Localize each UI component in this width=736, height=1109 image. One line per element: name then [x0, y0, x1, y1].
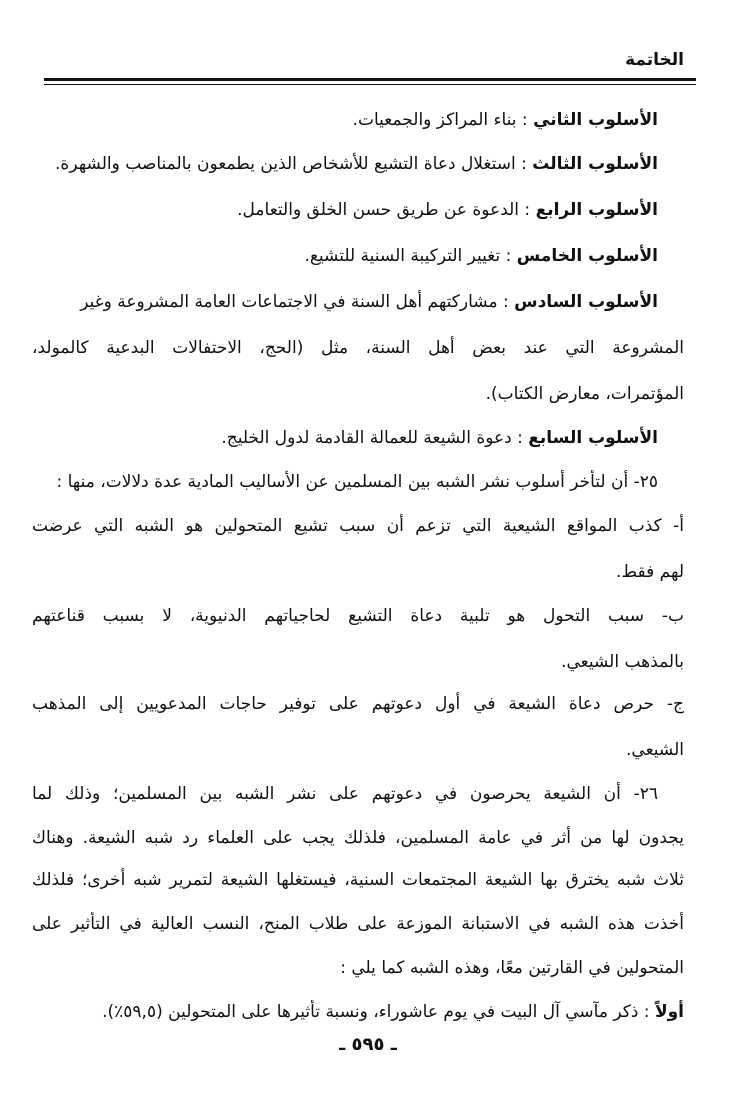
line-rest: : بناء المراكز والجمعيات.: [352, 110, 528, 130]
line-lead: الأسلوب الرابع: [535, 200, 658, 220]
text-line: أخذت هذه الشبه في الاستبانة الموزعة على طلاب المنح، النسب العالية في التأثير على: [32, 914, 684, 934]
line-lead: الأسلوب الثالث: [532, 154, 658, 174]
text-line: [32, 198, 658, 222]
line-lead: الأسلوب السابع: [528, 428, 658, 448]
line-lead: أولاً: [654, 1002, 684, 1022]
text-line: المؤتمرات، معارض الكتاب).: [485, 384, 684, 404]
text-line: [32, 426, 658, 450]
line-rest: : مشاركتهم أهل السنة في الاجتماعات العامة المشروعة وغير: [80, 292, 509, 312]
text-line: ثلاث شبه يخترق بها الشيعة المجتمعات السنية، فيستغلها الشيعة لتمرير شبه أخرى؛ فلذلك: [32, 870, 684, 890]
line-lead: الأسلوب الثاني: [533, 110, 658, 130]
text-line: بالمذهب الشيعي.: [561, 652, 684, 672]
text-line: المتحولين في القارتين معًا، وهذه الشبه كما يلي :: [340, 958, 684, 978]
header-rule-thick: [44, 78, 696, 81]
page-header-title: الخاتمة: [625, 50, 684, 70]
text-line: ٢٦- أن الشيعة يحرصون في دعوتهم على نشر الشبه بين المسلمين؛ وذلك لما: [32, 784, 658, 804]
text-line: المشروعة التي عند بعض أهل السنة، مثل (الحج، الاحتفالات البدعية كالمولد،: [32, 338, 684, 358]
line-rest: : استغلال دعاة التشيع للأشخاص الذين يطمعون بالمناصب والشهرة.: [55, 154, 527, 174]
text-line: أ- كذب المواقع الشيعية التي تزعم أن سبب تشيع المتحولين هو الشبه التي عرضت: [32, 516, 684, 536]
text-line: ب- سبب التحول هو تلبية دعاة التشيع لحاجياتهم الدنيوية، لا بسبب قناعتهم: [32, 606, 684, 626]
text-line: لهم فقط.: [616, 562, 684, 582]
text-line: [32, 1000, 684, 1024]
line-rest: : ذكر مآسي آل البيت في يوم عاشوراء، ونسبة تأثيرها على المتحولين (٥٩,٥٪).: [102, 1002, 650, 1022]
text-line: يجدون لها من أثر في عامة المسلمين، فلذلك يجب على العلماء رد شبه الشيعة. وهناك: [32, 828, 684, 848]
text-line: [32, 290, 658, 314]
text-line: [32, 108, 658, 132]
text-line: ٢٥- أن لتأخر أسلوب نشر الشبه بين المسلمين عن الأساليب المادية عدة دلالات، منها :: [56, 472, 658, 492]
line-rest: : دعوة الشيعة للعمالة القادمة لدول الخليج.: [221, 428, 523, 448]
text-line: [32, 244, 658, 268]
header-rule-thin: [44, 84, 696, 85]
line-rest: : تغيير التركيبة السنية للتشيع.: [304, 246, 512, 266]
text-line: [32, 152, 658, 176]
page-number: ـ ٥٩٥ ـ: [339, 1034, 397, 1055]
text-line: ج- حرص دعاة الشيعة في أول دعوتهم على توفير حاجات المدعويين إلى المذهب: [32, 694, 684, 714]
text-line: الشيعي.: [626, 740, 684, 760]
line-lead: الأسلوب السادس: [514, 292, 658, 312]
line-rest: : الدعوة عن طريق حسن الخلق والتعامل.: [237, 200, 531, 220]
line-lead: الأسلوب الخامس: [516, 246, 658, 266]
